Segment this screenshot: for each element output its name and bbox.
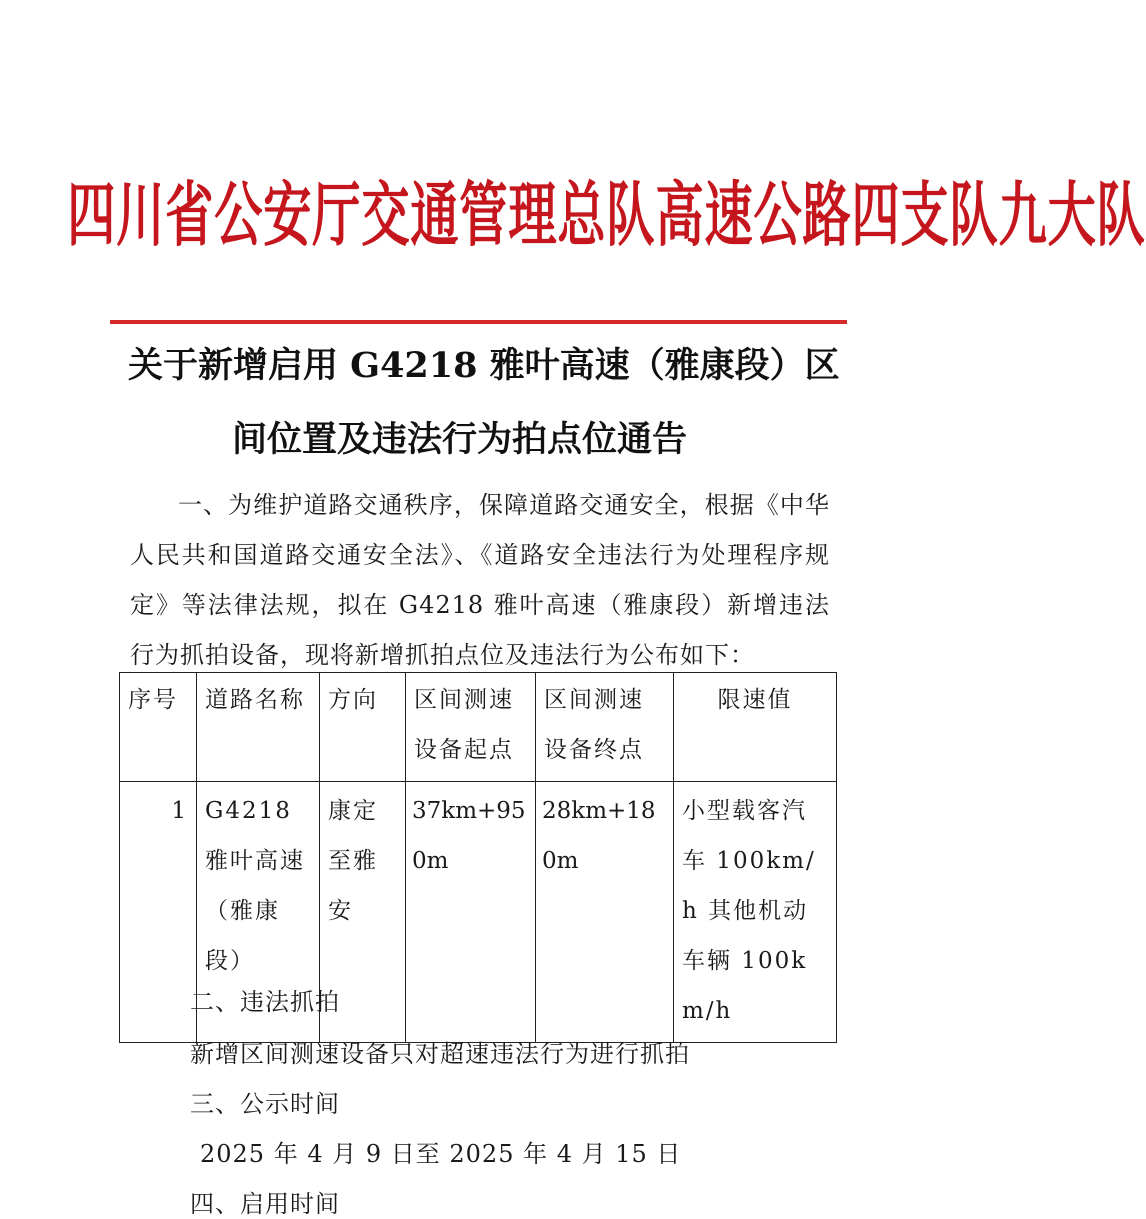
cell-end: 28km+180m xyxy=(536,782,674,1043)
header-start: 区间测速设备起点 xyxy=(406,673,536,782)
header-road: 道路名称 xyxy=(197,673,320,782)
notice-title-line-1: 关于新增启用 G4218 雅叶高速（雅康段）区 xyxy=(128,345,840,386)
table-header-row xyxy=(120,673,837,782)
cell-direction: 康定至雅安 xyxy=(320,782,406,1043)
section-3-heading: 三、公示时间 xyxy=(190,1090,340,1118)
section-3-text: 2025 年 4 月 9 日至 2025 年 4 月 15 日 xyxy=(200,1140,682,1168)
cell-limit: 小型载客汽车 100km/h 其他机动车辆 100km/h xyxy=(674,782,837,1043)
section-1-paragraph: 一、为维护道路交通秩序，保障道路交通安全，根据《中华人民共和国道路交通安全法》、《道路安全违法行为处理程序规定》等法律法规，拟在 G4218 雅叶高速（雅康段）新增违法行为抓拍设备，现将新增抓拍点位及违法行为公布如下： xyxy=(130,491,830,669)
cell-no: 1 xyxy=(120,782,197,1043)
header-direction: 方向 xyxy=(320,673,406,782)
cell-start: 37km+950m xyxy=(406,782,536,1043)
cell-road: G4218 雅叶高速（雅康段） xyxy=(197,782,320,1043)
section-4-heading: 四、启用时间 xyxy=(190,1190,340,1218)
header-no: 序号 xyxy=(120,673,197,782)
section-2-text: 新增区间测速设备只对超速违法行为进行抓拍 xyxy=(190,1040,690,1068)
org-header: 四川省公安厅交通管理总队高速公路四支队九大队 xyxy=(67,175,1146,257)
header-limit: 限速值 xyxy=(674,673,837,782)
header-end: 区间测速设备终点 xyxy=(536,673,674,782)
red-divider xyxy=(110,320,847,324)
section-2-heading: 二、违法抓拍 xyxy=(190,988,340,1016)
notice-title-line-2: 间位置及违法行为拍点位通告 xyxy=(232,419,688,460)
